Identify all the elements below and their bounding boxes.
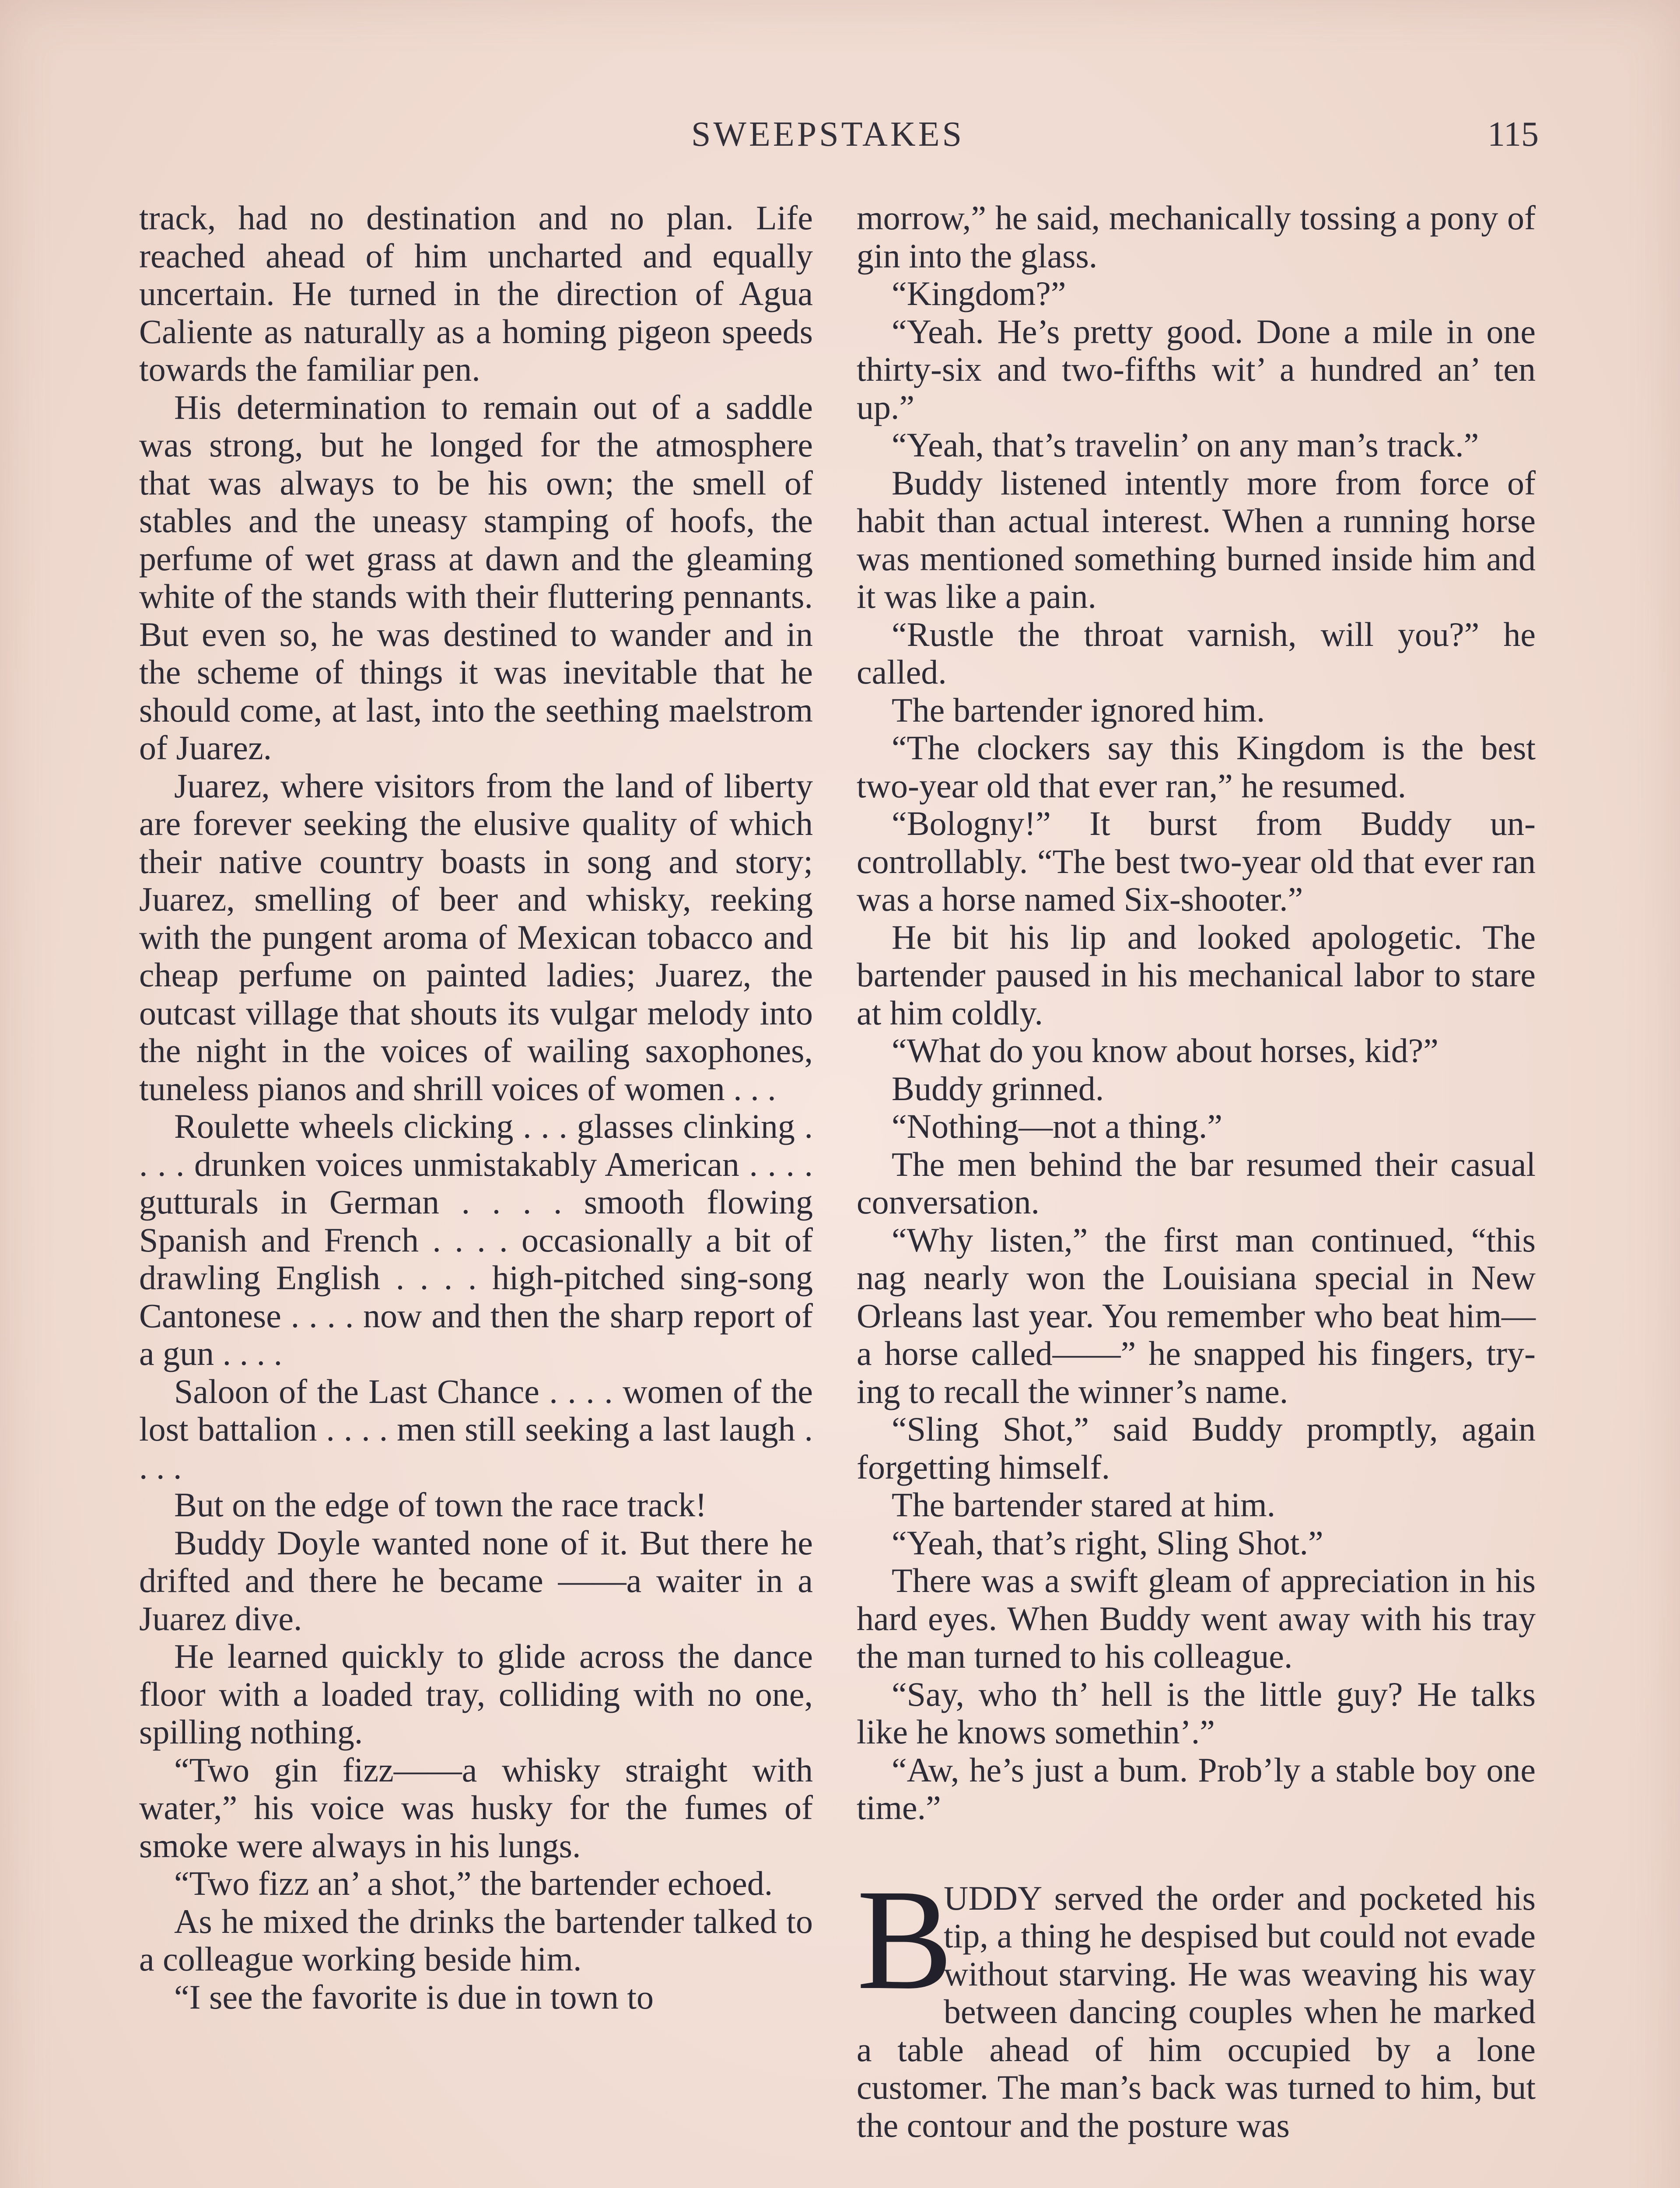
paragraph: “Yeah, that’s travelin’ on any man’s track.” <box>892 426 1479 464</box>
paragraph: track, had no destination and no plan. Life reached ahead of him uncharted and equally uncertain. He turned in the direction of Agua Caliente as naturally as a homing pigeon speeds towards the familiar pen. <box>139 199 813 388</box>
paragraph: “Yeah. He’s pretty good. Done a mile in one thirty-six and two-fifths wit’ a hundred an’ ten up.” <box>857 312 1536 426</box>
paragraph: “I see the favorite is due in town to <box>174 1978 654 2016</box>
paragraph: He bit his lip and looked apologetic. The bartender paused in his mechanical labor to stare at him coldly. <box>857 918 1536 1032</box>
paragraph: “Sling Shot,” said Buddy promptly, again forgetting himself. <box>857 1410 1536 1486</box>
paragraph: Buddy listened intently more from force of habit than actual interest. When a running horse was mentioned something burned inside him and it was like a pain. <box>857 463 1536 615</box>
paragraph: Buddy grinned. <box>892 1069 1104 1108</box>
paragraph: “What do you know about horses, kid?” <box>892 1031 1438 1069</box>
paragraph: But on the edge of town the race track! <box>174 1486 707 1524</box>
paragraph: “Bologny!” It burst from Buddy uncontrollably. “The best two-year old that ever ran was a horse named Six-shooter.” <box>857 804 1536 918</box>
page-number: 115 <box>1488 115 1539 154</box>
paragraph: “Aw, he’s just a bum. Prob’ly a stable boy one time.” <box>857 1750 1536 1827</box>
paragraph: “Kingdom?” <box>892 274 1066 312</box>
paragraph: “Two fizz an’ a shot,” the bartender echoed. <box>174 1864 773 1902</box>
paragraph: “Two gin fizz——a whisky straight with water,” his voice was husky for the fumes of smoke were always in his lungs. <box>139 1750 813 1865</box>
paragraph: UDDY served the order and pocketed his tip, a thing he despised but could not evade without starving. He was weaving his way between dancing couples when he marked a table ahead of him occupied by a lone customer. The man’s back was turned to him, but the contour and the posture was <box>857 1879 1536 2144</box>
paragraph: Juarez, where visitors from the land of liberty are forever seeking the elusive quality of which their native country boasts in song and story; Juarez, smelling of beer and whisky, reeking with the pungent aroma of Mexican tobacco and cheap perfume on painted ladies; Juarez, the outcast village that shouts its vulgar melody into the night in the voices of wailing saxophones, tuneless pianos and shrill voices of women . . . <box>139 766 813 1108</box>
paragraph: “Rustle the throat varnish, will you?” he called. <box>857 615 1536 691</box>
left-column <box>139 199 813 2188</box>
paragraph: Buddy Doyle wanted none of it. But there he drifted and there he became ——a waiter in a Juarez dive. <box>139 1523 813 1637</box>
paragraph: “Why listen,” the first man continued, “this nag nearly won the Louisiana special in New Orleans last year. You remember who beat him—a horse called——” he snapped his fingers, trying to recall the winner’s name. <box>857 1220 1536 1410</box>
paragraph: There was a swift gleam of appreciation in his hard eyes. When Buddy went away with his tray the man turned to his colleague. <box>857 1561 1536 1675</box>
section-opening <box>857 1859 1536 2145</box>
paragraph: He learned quickly to glide across the dance floor with a loaded tray, colliding with no one, spilling nothing. <box>139 1637 813 1751</box>
paragraph: “Yeah, that’s right, Sling Shot.” <box>892 1523 1323 1562</box>
paragraph: The bartender ignored him. <box>892 691 1265 729</box>
paragraph: Roulette wheels clicking . . . glasses clinking . . . . drunken voices unmistakably American . . . . gutturals in German . . . . smooth flowing Spanish and French . . . . occasionally a bit of drawling English . . . . high-pitched sing-song Cantonese . . . . now and then the sharp report of a gun . . . . <box>139 1107 813 1372</box>
paragraph: “The clockers say this Kingdom is the best two-year old that ever ran,” he resumed. <box>857 729 1536 805</box>
running-title: SWEEPSTAKES <box>691 115 965 154</box>
paragraph: His determination to remain out of a saddle was strong, but he longed for the atmosphere that was always to be his own; the smell of stables and the uneasy stamping of hoofs, the perfume of wet grass at dawn and the gleaming white of the stands with their fluttering pennants. But even so, he was destined to wander and in the scheme of things it was inevitable that he should come, at last, into the seething maelstrom of Juarez. <box>139 388 813 767</box>
right-column <box>857 199 1536 2188</box>
paragraph: The men behind the bar resumed their casual conversation. <box>857 1145 1536 1221</box>
paragraph: “Nothing—not a thing.” <box>892 1107 1223 1145</box>
paragraph: Saloon of the Last Chance . . . . women of the lost battalion . . . . men still seeking a last laugh . . . . <box>139 1372 813 1486</box>
paragraph: “Say, who th’ hell is the little guy? He talks like he knows somethin’.” <box>857 1675 1536 1751</box>
paragraph: morrow,” he said, mechanically tossing a pony of gin into the glass. <box>857 199 1536 275</box>
drop-cap: B <box>857 1859 953 2020</box>
running-header <box>0 115 1680 167</box>
paragraph: As he mixed the drinks the bartender talked to a colleague working beside him. <box>139 1902 813 1978</box>
paragraph: The bartender stared at him. <box>892 1486 1276 1524</box>
